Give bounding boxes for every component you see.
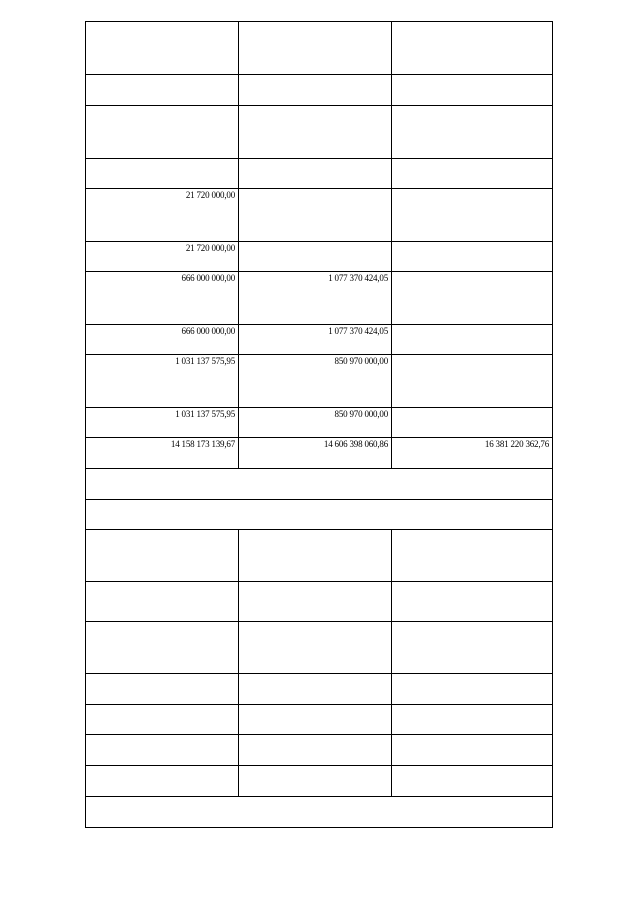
table-cell (239, 106, 392, 159)
table-row (86, 159, 553, 189)
table-cell (239, 242, 392, 272)
table-cell (392, 530, 553, 582)
table-cell: 16 381 220 362,76 (392, 438, 553, 469)
table-cell: 1 077 370 424,05 (239, 272, 392, 325)
table-cell (239, 622, 392, 674)
table-cell (239, 705, 392, 735)
table-cell: 850 970 000,00 (239, 408, 392, 438)
table-row-total (86, 438, 553, 469)
table-row (86, 272, 553, 325)
table-cell (86, 22, 239, 75)
table-row (86, 355, 553, 408)
table-cell (86, 75, 239, 106)
budget-table (85, 21, 553, 828)
table-row (86, 530, 553, 582)
table-cell (86, 622, 239, 674)
table-cell (86, 766, 239, 797)
table-cell: 14 606 398 060,86 (239, 438, 392, 469)
table-cell (239, 674, 392, 705)
table-cell (239, 159, 392, 189)
table-cell (392, 766, 553, 797)
table-cell: 850 970 000,00 (239, 355, 392, 408)
table-row (86, 766, 553, 797)
table-row (86, 325, 553, 355)
table-row-merged (86, 797, 553, 828)
table-row (86, 408, 553, 438)
table-cell (392, 582, 553, 622)
table-cell (392, 159, 553, 189)
table-cell: 1 077 370 424,05 (239, 325, 392, 355)
table-cell (239, 766, 392, 797)
table-cell (392, 705, 553, 735)
table-cell (392, 735, 553, 766)
table-cell: 1 031 137 575,95 (86, 355, 239, 408)
table-cell (239, 22, 392, 75)
table-row (86, 242, 553, 272)
table-row (86, 106, 553, 159)
table-row (86, 622, 553, 674)
table-row (86, 189, 553, 242)
table-row (86, 705, 553, 735)
table-cell: 666 000 000,00 (86, 325, 239, 355)
table-row (86, 75, 553, 106)
table-cell (392, 674, 553, 705)
table-cell (86, 705, 239, 735)
table-cell: 1 031 137 575,95 (86, 408, 239, 438)
table-cell (239, 189, 392, 242)
table-cell (86, 106, 239, 159)
table-cell-merged (86, 500, 553, 530)
table-body (86, 22, 553, 828)
table-cell (392, 189, 553, 242)
table-cell (392, 242, 553, 272)
table-cell: 21 720 000,00 (86, 189, 239, 242)
table-cell (392, 272, 553, 325)
table-cell (392, 622, 553, 674)
table-cell (239, 530, 392, 582)
table-row (86, 22, 553, 75)
table-cell (392, 22, 553, 75)
table-cell (86, 735, 239, 766)
table-cell (86, 674, 239, 705)
table-cell: 14 158 173 139,67 (86, 438, 239, 469)
table-cell (86, 159, 239, 189)
table-cell (86, 530, 239, 582)
table-row-merged (86, 469, 553, 500)
table-cell (239, 735, 392, 766)
table-cell-merged (86, 797, 553, 828)
table-cell (239, 582, 392, 622)
table-row (86, 735, 553, 766)
table-row-merged (86, 500, 553, 530)
table-cell: 666 000 000,00 (86, 272, 239, 325)
table-cell (392, 355, 553, 408)
table-cell (392, 106, 553, 159)
table-cell (392, 75, 553, 106)
table-row (86, 674, 553, 705)
table-cell-merged (86, 469, 553, 500)
table-row (86, 582, 553, 622)
table-cell (239, 75, 392, 106)
table-cell: 21 720 000,00 (86, 242, 239, 272)
table-cell (392, 325, 553, 355)
table-cell (392, 408, 553, 438)
table-cell (86, 582, 239, 622)
